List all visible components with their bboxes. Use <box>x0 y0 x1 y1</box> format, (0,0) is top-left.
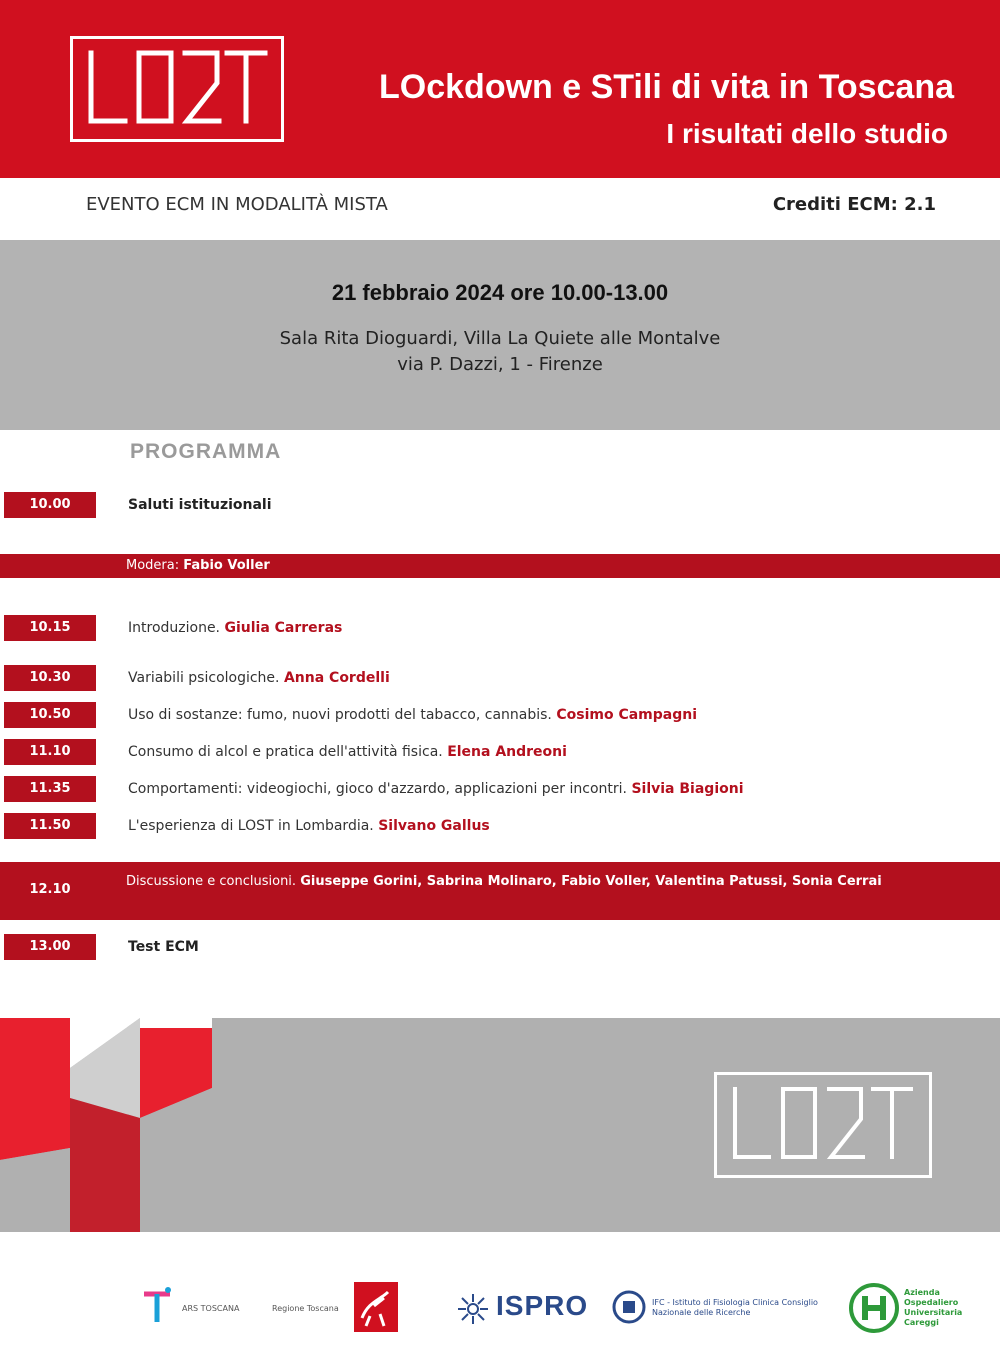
decorative-shapes <box>0 1018 220 1232</box>
pegasus-icon <box>354 1282 398 1332</box>
talk-speaker: Anna Cordelli <box>283 670 390 686</box>
time-badge: 11.10 <box>4 739 96 765</box>
talk-speaker: Cosimo Campagni <box>556 707 698 723</box>
sponsor-careggi <box>848 1280 988 1336</box>
moderator-label: Modera: <box>126 558 180 573</box>
sponsor-ars <box>140 1280 260 1336</box>
ispro-text: ISPRO <box>496 1290 589 1321</box>
event-address: via P. Dazzi, 1 - Firenze <box>397 354 603 375</box>
footer-banner <box>0 1018 1000 1232</box>
talk-speaker: Silvia Biagioni <box>631 781 744 797</box>
talk-row <box>128 668 390 688</box>
discussion-speakers: Giuseppe Gorini, Sabrina Molinaro, Fabio Voller, Valentina Patussi, Sonia Cerrai <box>300 874 882 889</box>
moderator-line <box>126 556 270 576</box>
time-badge: 13.00 <box>4 934 96 960</box>
page-subtitle: I risultati dello studio <box>666 118 948 149</box>
ecm-credits: Crediti ECM: 2.1 <box>772 194 936 215</box>
test-ecm-text: Test ECM <box>128 939 199 955</box>
talk-speaker: Elena Andreoni <box>447 744 567 760</box>
talk-topic: Consumo di alcol e pratica dell'attività fisica. <box>128 744 443 760</box>
cnr-icon <box>612 1290 646 1324</box>
event-venue: Sala Rita Dioguardi, Villa La Quiete alle Montalve <box>279 328 721 349</box>
discussion-line <box>126 872 986 891</box>
header-banner <box>0 0 1000 178</box>
cnr-text: IFC - Istituto di Fisiologia Clinica Consiglio Nazionale delle Ricerche <box>652 1298 818 1317</box>
event-date: 21 febbraio 2024 ore 10.00-13.00 <box>331 280 669 305</box>
talk-speaker: Giulia Carreras <box>224 620 343 636</box>
talk-row <box>128 816 490 836</box>
ars-text: ARS TOSCANA <box>182 1304 240 1313</box>
time-badge: 10.15 <box>4 615 96 641</box>
talk-row <box>128 779 744 799</box>
talk-row <box>128 705 697 725</box>
welcome-text: Saluti istituzionali <box>128 497 272 513</box>
time-badge: 10.00 <box>4 492 96 518</box>
talk-row <box>128 618 342 638</box>
time-badge: 11.35 <box>4 776 96 802</box>
talk-topic: Variabili psicologiche. <box>128 670 280 686</box>
talk-topic: L'esperienza di LOST in Lombardia. <box>128 818 374 834</box>
moderator-name: Fabio Voller <box>183 558 270 573</box>
talk-topic: Introduzione. <box>128 620 221 636</box>
careggi-icon <box>848 1282 900 1334</box>
program-heading: PROGRAMMA <box>130 440 282 463</box>
lost-logo-mark <box>73 39 281 139</box>
time-badge: 10.50 <box>4 702 96 728</box>
page-title: LOckdown e STili di vita in Toscana <box>379 68 954 106</box>
event-mode: EVENTO ECM IN MODALITÀ MISTA <box>86 194 388 215</box>
talk-row <box>128 742 567 762</box>
regione-text: Regione Toscana <box>272 1304 339 1313</box>
lost-logo-footer <box>714 1072 932 1178</box>
event-info-box <box>0 240 1000 430</box>
talk-speaker: Silvano Gallus <box>378 818 490 834</box>
discussion-bar <box>0 862 1000 920</box>
ispro-icon <box>456 1292 490 1326</box>
lost-logo-footer-mark <box>717 1075 929 1175</box>
talk-topic: Comportamenti: videogiochi, gioco d'azzardo, applicazioni per incontri. <box>128 781 627 797</box>
sponsor-regione <box>272 1280 392 1336</box>
talk-topic: Uso di sostanze: fumo, nuovi prodotti del tabacco, cannabis. <box>128 707 552 723</box>
lost-logo <box>70 36 284 142</box>
ars-logo-icon <box>140 1286 176 1326</box>
time-badge: 10.30 <box>4 665 96 691</box>
sponsor-cnr <box>612 1280 842 1336</box>
discussion-topic: Discussione e conclusioni. <box>126 874 297 889</box>
time-badge: 11.50 <box>4 813 96 839</box>
careggi-text: Azienda Ospedaliero Universitaria Careggi <box>904 1288 963 1327</box>
time-badge: 12.10 <box>29 882 71 897</box>
